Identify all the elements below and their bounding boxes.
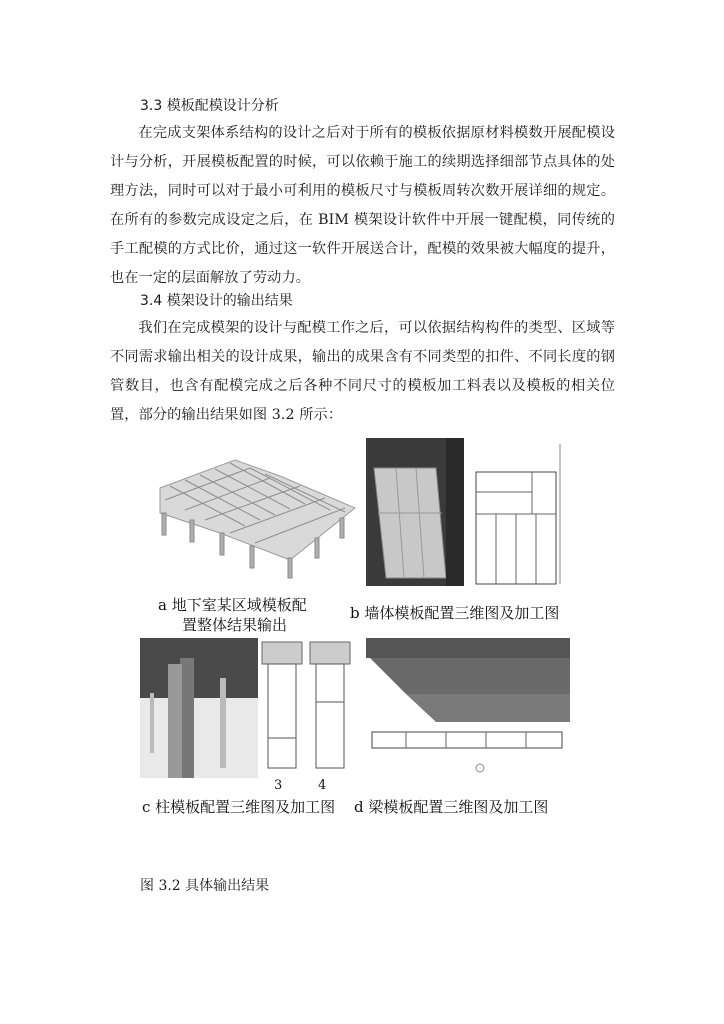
section-3-4-paragraph: 我们在完成模架的设计与配模工作之后，可以依据结构构件的类型、区域等不同需求输出相关的设计成果，输出的成果含有不同类型的扣件、不同长度的钢管数目，也含有配模完成之后各种不同尺寸的模板加工料表以及模板的相关位置，部分的输出结果如图 3.2 所示： [110, 320, 615, 423]
panel-b-drawing [472, 438, 570, 586]
caption-a-line2: 置整体结果输出 [182, 616, 288, 634]
caption-b: b 墙体模板配置三维图及加工图 [350, 604, 560, 622]
panel-c-drawing-3 [260, 638, 308, 778]
section-3-4-heading: 3.4 模架设计的输出结果 [140, 293, 293, 309]
section-3-3-heading: 3.3 模板配模设计分析 [140, 98, 279, 114]
panel-c-drawing-4 [308, 638, 356, 778]
panel-c-3d-image [140, 638, 258, 778]
column-label-4: 4 [318, 778, 327, 793]
caption-a-line1: a 地下室某区域模板配 [158, 596, 307, 614]
panel-d-image [366, 638, 570, 778]
section-3-3-paragraph: 在完成支架体系结构的设计之后对于所有的模板依据原材料模数开展配模设计与分析，开展模板配置的时候，可以依赖于施工的续期选择细部节点具体的处理方法，同时可以对于最小可利用的模板尺寸与模板周转次数开展详细的规定。在所有的参数完成设定之后，在 BIM 模架设计软件中开展一键配模，同传统的手工配模的方式比价，通过这一软件开展送合计，配模的效果被大幅度的提升，也在一定的层面解放了劳动力。 [110, 125, 615, 286]
panel-a-image [140, 438, 358, 586]
caption-c: c 柱模板配置三维图及加工图 [142, 798, 336, 816]
column-label-3: 3 [274, 778, 283, 793]
figure-3-2 [140, 438, 570, 830]
figure-title: 图 3.2 具体输出结果 [140, 878, 270, 894]
panel-b-3d-image [366, 438, 464, 586]
caption-d: d 梁模板配置三维图及加工图 [354, 798, 549, 816]
